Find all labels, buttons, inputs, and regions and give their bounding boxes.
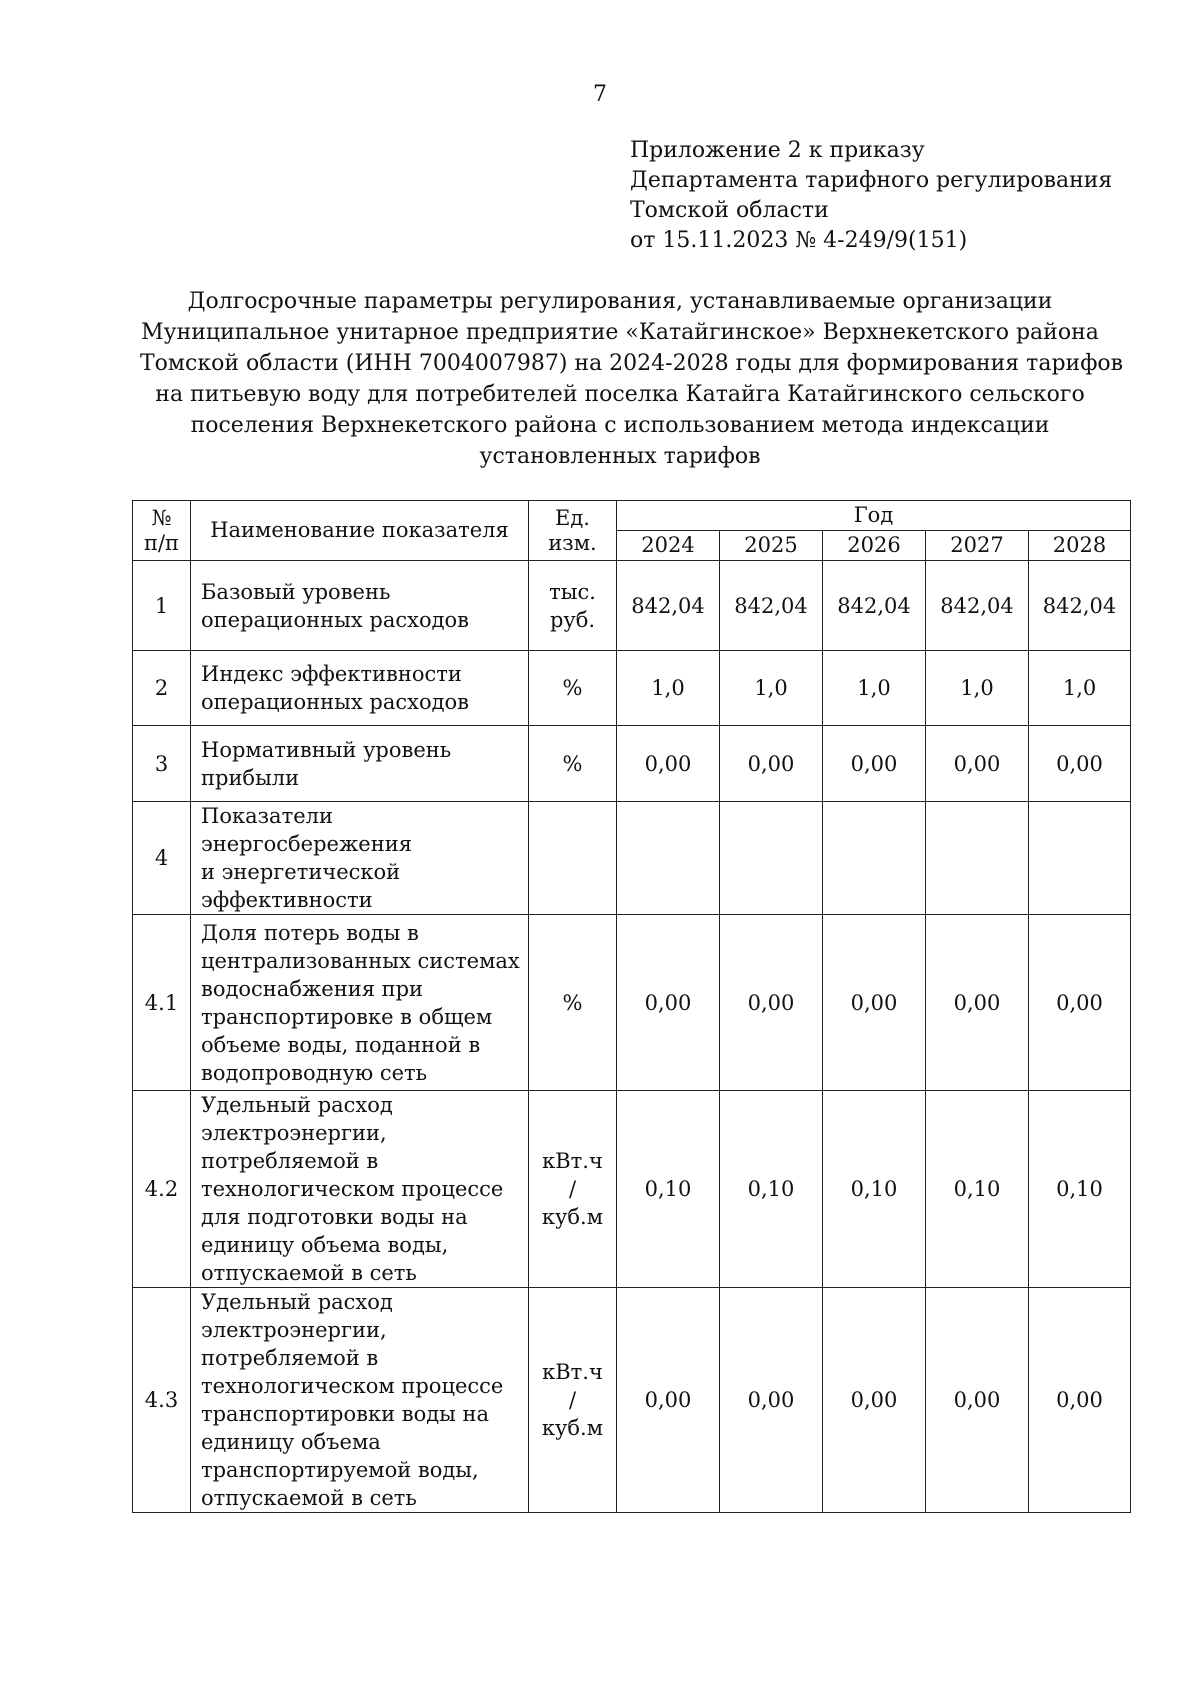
- row-name-line: отпускаемой в сеть: [201, 1261, 417, 1285]
- value-2025: 1,0: [720, 651, 823, 726]
- row-name: [191, 651, 529, 726]
- table-row: [133, 561, 1131, 651]
- row-unit: [529, 802, 617, 915]
- appendix-line: Департамента тарифного регулирования: [630, 168, 1113, 193]
- value-2025: 0,10: [720, 1091, 823, 1288]
- row-name-line: операционных расходов: [201, 690, 470, 714]
- row-name-line: Показатели энергосбережения: [201, 804, 412, 856]
- row-unit-line: /: [568, 1177, 577, 1201]
- header-unit-line2: изм.: [548, 530, 597, 555]
- value-2026: 842,04: [823, 561, 926, 651]
- title-line: Долгосрочные параметры регулирования, устанавливаемые организации: [187, 289, 1053, 314]
- row-name-line: Удельный расход: [201, 1093, 393, 1117]
- row-name-line: для подготовки воды на: [201, 1205, 468, 1229]
- row-name: [191, 1288, 529, 1513]
- row-unit-line: руб.: [549, 607, 596, 632]
- row-name-line: транспортируемой воды,: [201, 1458, 479, 1482]
- header-unit: [529, 501, 617, 561]
- table-row: [133, 802, 1131, 915]
- value-2024: 0,00: [617, 726, 720, 802]
- value-2028: 0,10: [1029, 1091, 1131, 1288]
- row-name-line: электроэнергии,: [201, 1318, 387, 1342]
- value-2027: 0,00: [926, 726, 1029, 802]
- value-2025: 0,00: [720, 726, 823, 802]
- row-name-line: водоснабжения при: [201, 976, 424, 1001]
- title-line: Муниципальное унитарное предприятие «Катайгинское» Верхнекетского района: [141, 320, 1099, 345]
- value-2027: 1,0: [926, 651, 1029, 726]
- row-name-line: потребляемой в: [201, 1149, 379, 1173]
- value-2026: [823, 802, 926, 915]
- row-name: [191, 915, 529, 1091]
- document-title: [140, 286, 1124, 472]
- value-2026: 0,00: [823, 726, 926, 802]
- row-name-line: Доля потерь воды в: [201, 920, 419, 945]
- value-2028: 0,00: [1029, 915, 1131, 1091]
- header-unit-line1: Ед.: [555, 505, 590, 530]
- row-num: 4.2: [133, 1091, 191, 1288]
- row-num: 4.1: [133, 915, 191, 1091]
- header-year-2027: 2027: [926, 531, 1029, 561]
- row-name-line: технологическом процессе: [201, 1374, 504, 1398]
- title-line: на питьевую воду для потребителей поселка Катайга Катайгинского сельского: [155, 382, 1085, 407]
- row-name-line: централизованных системах: [201, 948, 520, 973]
- table-row: [133, 651, 1131, 726]
- value-2024: 0,00: [617, 915, 720, 1091]
- row-name-line: технологическом процессе: [201, 1177, 504, 1201]
- row-unit-line: /: [568, 1388, 577, 1412]
- value-2027: 0,00: [926, 915, 1029, 1091]
- value-2024: [617, 802, 720, 915]
- row-name: [191, 802, 529, 915]
- value-2025: 0,00: [720, 915, 823, 1091]
- row-unit: [529, 1091, 617, 1288]
- appendix-line: Томской области: [630, 198, 829, 223]
- row-unit-line: кВт.ч: [542, 1149, 603, 1173]
- value-2028: 0,00: [1029, 726, 1131, 802]
- row-unit-line: куб.м: [541, 1416, 604, 1440]
- value-2025: 0,00: [720, 1288, 823, 1513]
- value-2024: 0,00: [617, 1288, 720, 1513]
- row-unit-line: тыс.: [549, 579, 596, 604]
- row-name: [191, 561, 529, 651]
- table-row: [133, 915, 1131, 1091]
- value-2026: 0,00: [823, 915, 926, 1091]
- row-name-line: Нормативный уровень: [201, 737, 452, 762]
- row-unit: %: [529, 915, 617, 1091]
- header-year-2028: 2028: [1029, 531, 1131, 561]
- value-2028: 842,04: [1029, 561, 1131, 651]
- value-2028: 1,0: [1029, 651, 1131, 726]
- row-name-line: и энергетической: [201, 860, 401, 884]
- value-2024: 842,04: [617, 561, 720, 651]
- value-2027: [926, 802, 1029, 915]
- value-2026: 0,10: [823, 1091, 926, 1288]
- appendix-block: [630, 136, 1112, 256]
- row-unit: [529, 1288, 617, 1513]
- header-num-line2: п/п: [143, 530, 180, 555]
- row-unit: %: [529, 651, 617, 726]
- page-number: 7: [593, 82, 607, 107]
- row-name-line: электроэнергии,: [201, 1121, 387, 1145]
- row-name-line: единицу объема воды,: [201, 1233, 449, 1257]
- row-name-line: потребляемой в: [201, 1346, 379, 1370]
- row-num: 4.3: [133, 1288, 191, 1513]
- title-line: поселения Верхнекетского района с использованием метода индексации: [190, 413, 1050, 438]
- value-2027: 842,04: [926, 561, 1029, 651]
- table-row: [133, 1288, 1131, 1513]
- header-name: Наименование показателя: [191, 501, 529, 561]
- header-year-2024: 2024: [617, 531, 720, 561]
- value-2028: [1029, 802, 1131, 915]
- value-2027: 0,00: [926, 1288, 1029, 1513]
- row-name: [191, 1091, 529, 1288]
- row-num: 3: [133, 726, 191, 802]
- row-name-line: транспортировки воды на: [201, 1402, 490, 1426]
- row-name-line: объеме воды, поданной в: [201, 1032, 481, 1057]
- row-name: [191, 726, 529, 802]
- appendix-line: от 15.11.2023 № 4-249/9(151): [630, 228, 968, 253]
- row-name-line: отпускаемой в сеть: [201, 1486, 417, 1510]
- value-2028: 0,00: [1029, 1288, 1131, 1513]
- row-name-line: водопроводную сеть: [201, 1060, 428, 1085]
- title-line: Томской области (ИНН 7004007987) на 2024-2028 годы для формирования тарифов: [140, 351, 1124, 376]
- row-name-line: Удельный расход: [201, 1290, 393, 1314]
- title-line: установленных тарифов: [479, 444, 761, 469]
- table-row: [133, 726, 1131, 802]
- row-name-line: прибыли: [201, 765, 300, 790]
- header-year-2025: 2025: [720, 531, 823, 561]
- row-unit-line: куб.м: [541, 1205, 604, 1229]
- row-num: 4: [133, 802, 191, 915]
- row-name-line: эффективности: [201, 888, 373, 912]
- header-num: [133, 501, 191, 561]
- parameters-table: [132, 500, 1131, 1513]
- value-2024: 1,0: [617, 651, 720, 726]
- value-2025: 842,04: [720, 561, 823, 651]
- row-name-line: Индекс эффективности: [201, 662, 462, 686]
- row-name-line: Базовый уровень: [201, 579, 391, 604]
- row-num: 2: [133, 651, 191, 726]
- header-num-line1: №: [151, 505, 172, 530]
- row-num: 1: [133, 561, 191, 651]
- header-year: Год: [617, 501, 1131, 531]
- row-name-line: операционных расходов: [201, 607, 470, 632]
- row-name-line: транспортировке в общем: [201, 1004, 493, 1029]
- value-2027: 0,10: [926, 1091, 1029, 1288]
- row-unit: %: [529, 726, 617, 802]
- header-year-2026: 2026: [823, 531, 926, 561]
- row-unit-line: кВт.ч: [542, 1360, 603, 1384]
- value-2026: 0,00: [823, 1288, 926, 1513]
- value-2026: 1,0: [823, 651, 926, 726]
- value-2024: 0,10: [617, 1091, 720, 1288]
- row-unit: [529, 561, 617, 651]
- table-row: [133, 1091, 1131, 1288]
- value-2025: [720, 802, 823, 915]
- appendix-line: Приложение 2 к приказу: [630, 138, 925, 163]
- row-name-line: единицу объема: [201, 1430, 381, 1454]
